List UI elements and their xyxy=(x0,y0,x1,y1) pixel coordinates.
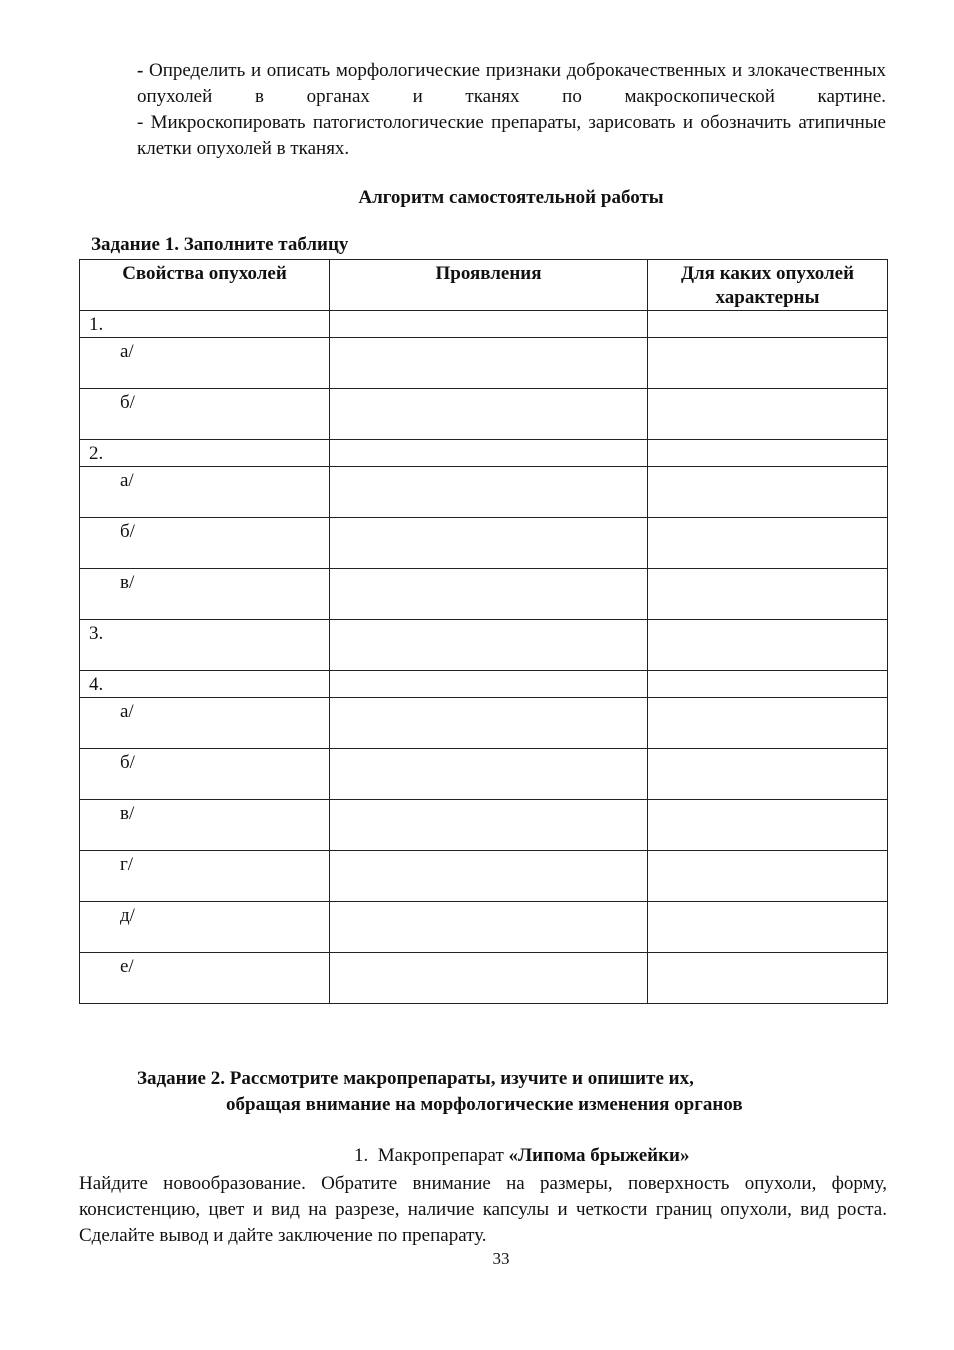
row-label-cell xyxy=(80,953,330,1004)
row-label-cell xyxy=(80,671,330,698)
table-row xyxy=(80,800,888,851)
manifestation-cell[interactable] xyxy=(330,389,648,440)
table-row xyxy=(80,749,888,800)
tumor-type-cell[interactable] xyxy=(648,569,888,620)
intro-item-1-text: Определить и описать морфологические признаки доброкачественных и злокачественных опухолей в органах и тканях по макроскопической картине. xyxy=(137,60,886,107)
row-label-cell xyxy=(80,620,330,671)
tumor-type-cell[interactable] xyxy=(648,620,888,671)
table-row xyxy=(80,311,888,338)
macro-item-number: 1. xyxy=(354,1145,369,1166)
tumor-type-cell[interactable] xyxy=(648,749,888,800)
row-label: д/ xyxy=(120,905,135,926)
algorithm-title: Алгоритм самостоятельной работы xyxy=(358,187,664,208)
row-label-cell xyxy=(80,800,330,851)
row-label-cell xyxy=(80,311,330,338)
tumor-properties-table xyxy=(79,259,888,1004)
row-label: б/ xyxy=(120,521,135,542)
table-row xyxy=(80,953,888,1004)
row-label-cell xyxy=(80,467,330,518)
table-row xyxy=(80,389,888,440)
manifestation-cell[interactable] xyxy=(330,518,648,569)
row-label: в/ xyxy=(120,572,135,593)
tumor-type-cell[interactable] xyxy=(648,389,888,440)
row-label: а/ xyxy=(120,470,134,491)
tumor-type-cell[interactable] xyxy=(648,467,888,518)
row-label: а/ xyxy=(120,341,134,362)
row-label: г/ xyxy=(120,854,134,875)
intro-item-1-dash: - xyxy=(137,60,144,81)
row-label: 2. xyxy=(89,443,104,464)
manifestation-cell[interactable] xyxy=(330,671,648,698)
tumor-type-cell[interactable] xyxy=(648,851,888,902)
row-label: 1. xyxy=(89,314,104,335)
table-header-row xyxy=(80,260,888,311)
table-row xyxy=(80,620,888,671)
row-label-cell xyxy=(80,569,330,620)
manifestation-cell[interactable] xyxy=(330,620,648,671)
tumor-type-cell[interactable] xyxy=(648,518,888,569)
row-label-cell xyxy=(80,851,330,902)
manifestation-cell[interactable] xyxy=(330,953,648,1004)
table-row xyxy=(80,440,888,467)
header-tumor-types: Для каких опухолей характерны xyxy=(648,260,888,311)
row-label-cell xyxy=(80,902,330,953)
table-row xyxy=(80,902,888,953)
header-properties: Свойства опухолей xyxy=(80,260,330,311)
row-label-cell xyxy=(80,440,330,467)
table-row xyxy=(80,698,888,749)
row-label: е/ xyxy=(120,956,134,977)
manifestation-cell[interactable] xyxy=(330,851,648,902)
macro-item-name: «Липома брыжейки» xyxy=(508,1145,690,1166)
table-row xyxy=(80,569,888,620)
row-label-cell xyxy=(80,389,330,440)
tumor-type-cell[interactable] xyxy=(648,698,888,749)
task2-title-line2: обращая внимание на морфологические изменения органов xyxy=(226,1094,743,1115)
tumor-type-cell[interactable] xyxy=(648,671,888,698)
table-body xyxy=(80,311,888,1004)
intro-item-2: - Микроскопировать патогистологические препараты, зарисовать и обозначить атипичные клетки опухолей в тканях. xyxy=(137,112,886,159)
tumor-type-cell[interactable] xyxy=(648,338,888,389)
macro-specimen-instructions: Найдите новообразование. Обратите внимание на размеры, поверхность опухоли, форму, консистенцию, цвет и вид на разрезе, наличие капсулы и четкости границ опухоли, вид роста. Сделайте вывод и дайте заключение по препарату. xyxy=(79,1173,887,1246)
row-label-cell xyxy=(80,749,330,800)
tumor-type-cell[interactable] xyxy=(648,311,888,338)
manifestation-cell[interactable] xyxy=(330,800,648,851)
row-label: б/ xyxy=(120,752,135,773)
row-label-cell xyxy=(80,518,330,569)
manifestation-cell[interactable] xyxy=(330,311,648,338)
manifestation-cell[interactable] xyxy=(330,440,648,467)
manifestation-cell[interactable] xyxy=(330,698,648,749)
macro-specimen-heading xyxy=(354,1145,689,1167)
row-label: б/ xyxy=(120,392,135,413)
table-row xyxy=(80,671,888,698)
header-manifestations: Проявления xyxy=(330,260,648,311)
tumor-type-cell[interactable] xyxy=(648,440,888,467)
table-row xyxy=(80,338,888,389)
tumor-type-cell[interactable] xyxy=(648,800,888,851)
row-label-cell xyxy=(80,698,330,749)
row-label: 4. xyxy=(89,674,104,695)
task1-title: Задание 1. Заполните таблицу xyxy=(91,234,349,255)
task2-title-line1: Задание 2. Рассмотрите макропрепараты, изучите и опишите их, xyxy=(137,1068,694,1089)
intro-item-1 xyxy=(137,58,886,110)
table-row xyxy=(80,851,888,902)
table-row xyxy=(80,467,888,518)
row-label-cell xyxy=(80,338,330,389)
table-row xyxy=(80,518,888,569)
manifestation-cell[interactable] xyxy=(330,902,648,953)
macro-item-prefix: Макропрепарат xyxy=(377,1145,509,1166)
manifestation-cell[interactable] xyxy=(330,467,648,518)
row-label: а/ xyxy=(120,701,134,722)
manifestation-cell[interactable] xyxy=(330,338,648,389)
row-label: 3. xyxy=(89,623,104,644)
manifestation-cell[interactable] xyxy=(330,569,648,620)
tumor-type-cell[interactable] xyxy=(648,953,888,1004)
row-label: в/ xyxy=(120,803,135,824)
tumor-type-cell[interactable] xyxy=(648,902,888,953)
manifestation-cell[interactable] xyxy=(330,749,648,800)
page-number: 33 xyxy=(492,1249,510,1268)
